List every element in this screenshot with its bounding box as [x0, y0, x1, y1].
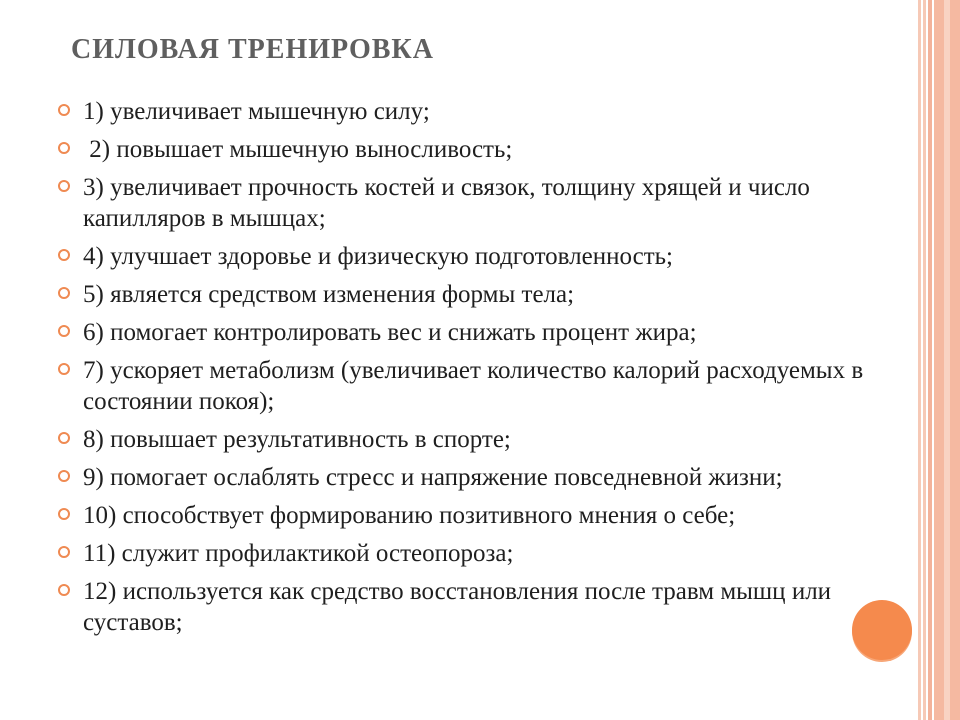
list-item	[58, 462, 908, 493]
list-item	[58, 424, 908, 455]
list-item-text: 2) повышает мышечную выносливость;	[83, 136, 513, 163]
ring-bullet-icon	[58, 142, 70, 154]
list-item-text: 10) способствует формированию позитивного мнения о себе;	[83, 502, 736, 529]
list-item	[58, 500, 908, 531]
list-item	[58, 317, 908, 348]
list-item	[58, 538, 908, 569]
list-item-text: 11) служит профилактикой остеопороза;	[83, 540, 514, 567]
ring-bullet-icon	[58, 508, 70, 520]
slide-title: СИЛОВАЯ ТРЕНИРОВКА	[71, 34, 434, 65]
list-item-text: 5) является средством изменения формы тела;	[83, 281, 575, 308]
decorative-stripe	[928, 0, 932, 720]
ring-bullet-icon	[58, 546, 70, 558]
ring-bullet-icon	[58, 432, 70, 444]
list-item-text: 6) помогает контролировать вес и снижать процент жира;	[83, 319, 697, 346]
decorative-stripe	[918, 0, 921, 720]
ring-bullet-icon	[58, 325, 70, 337]
ring-bullet-icon	[58, 584, 70, 596]
list-item	[58, 96, 908, 127]
list-item-text: 7) ускоряет метаболизм (увеличивает количество калорий расходуемых в состоянии покоя);	[83, 357, 870, 415]
list-item	[58, 355, 908, 417]
list-item-text: 8) повышает результативность в спорте;	[83, 426, 511, 453]
list-item-text: 1) увеличивает мышечную силу;	[83, 98, 430, 125]
list-item	[58, 576, 908, 638]
list-item-text: 3) увеличивает прочность костей и связок, толщину хрящей и число капилляров в мышцах;	[83, 174, 817, 232]
ring-bullet-icon	[58, 104, 70, 116]
ring-bullet-icon	[58, 470, 70, 482]
list-item-text: 12) используется как средство восстановления после травм мышц или суставов;	[83, 578, 838, 636]
ring-bullet-icon	[58, 363, 70, 375]
list-item	[58, 172, 908, 234]
ring-bullet-icon	[58, 287, 70, 299]
decorative-stripe	[923, 0, 926, 720]
list-item-text: 9) помогает ослаблять стресс и напряжение повседневной жизни;	[83, 464, 783, 491]
decorative-stripe	[944, 0, 950, 720]
list-item	[58, 279, 908, 310]
benefits-list	[58, 96, 908, 645]
list-item-text: 4) улучшает здоровье и физическую подготовленность;	[83, 243, 673, 270]
orange-circle-decoration	[852, 600, 912, 660]
list-item	[58, 241, 908, 272]
ring-bullet-icon	[58, 249, 70, 261]
ring-bullet-icon	[58, 180, 70, 192]
list-item	[58, 134, 908, 165]
